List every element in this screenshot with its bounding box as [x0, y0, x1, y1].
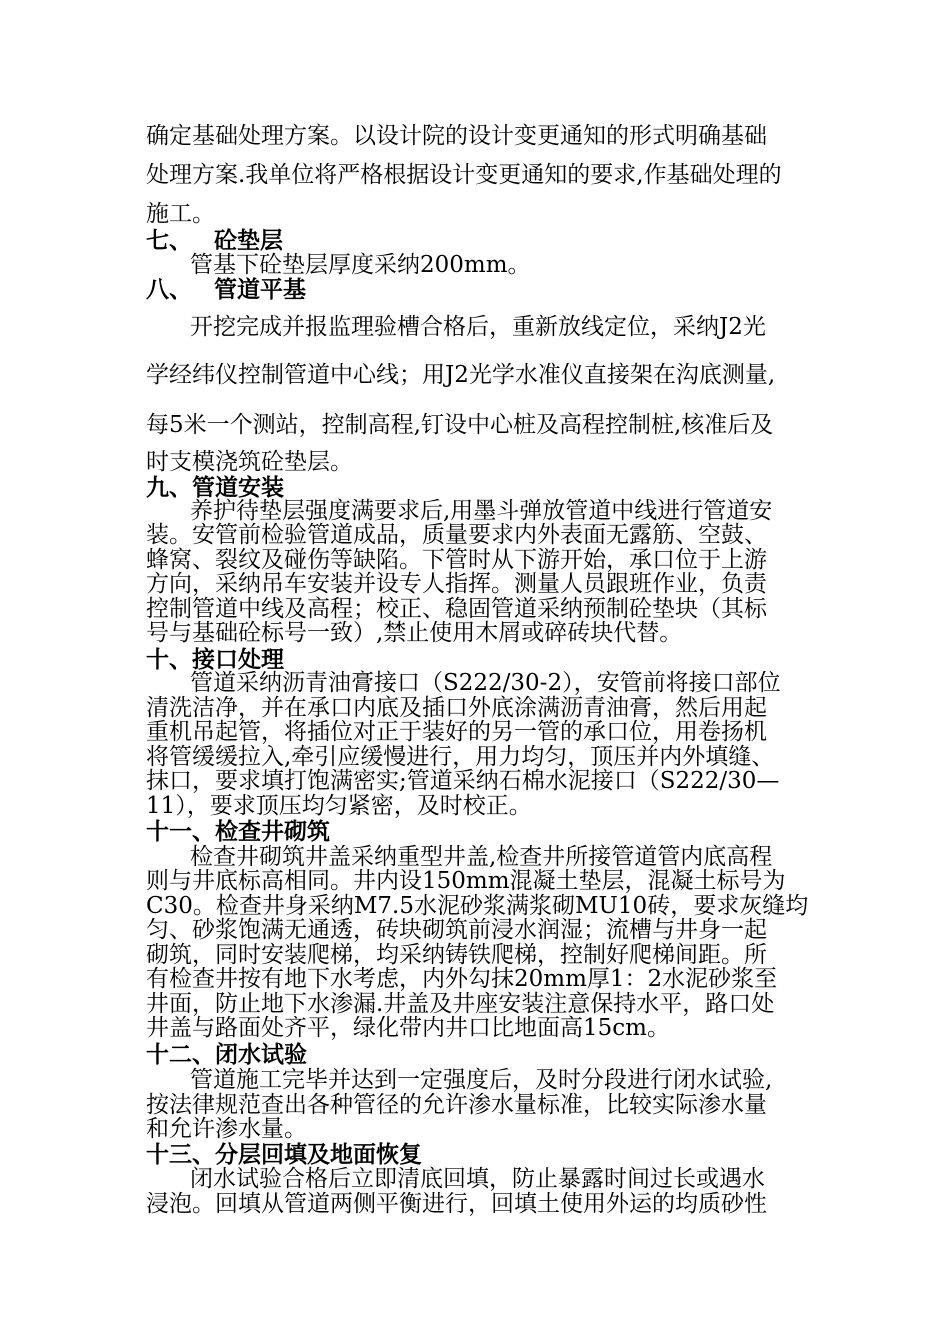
paragraph-line: 号与基础砼标号一致）,禁止使用木屑或碎砖块代替。: [146, 620, 683, 646]
section-number: 十三、: [146, 1142, 215, 1168]
paragraph-line: 管道施工完毕并达到一定强度后，及时分段进行闭水试验,: [190, 1067, 773, 1093]
section-heading: [146, 1044, 808, 1067]
section-number: 九、: [146, 475, 192, 501]
section-number: 七、: [146, 228, 192, 254]
section-number: 十一、: [146, 819, 215, 845]
paragraph-line: 时支模浇筑砼垫层。: [146, 449, 353, 475]
paragraph-line: 方向，采纳吊车安装并设专人指挥。测量人员跟班作业，负责: [146, 571, 767, 597]
paragraph-line: 处理方案.我单位将严格根据设计变更通知的要求,作基础处理的: [146, 162, 782, 188]
paragraph-line: 砌筑，同时安装爬梯，均采纳铸铁爬梯，控制好爬梯间距。所: [146, 942, 767, 968]
paragraph-line: 控制管道中线及高程；校正、稳固管道采纳预制砼垫块（其标: [146, 596, 767, 622]
section-title: 分层回填及地面恢复: [215, 1142, 422, 1168]
paragraph-line: 抹口，要求填打饱满密实;管道采纳石棉水泥接口（S222/30—: [146, 768, 780, 794]
section-title: 检查井砌筑: [215, 819, 330, 845]
section-heading: [146, 1144, 808, 1167]
section-title: 接口处理: [192, 647, 284, 673]
section-number: 八、: [146, 277, 192, 303]
paragraph-line: 则与井底标高相同。井内设150mm混凝土垫层，混凝土标号为: [146, 868, 786, 894]
paragraph-line: 井面，防止地下水渗漏.井盖及井座安装注意保持水平，路口处: [146, 991, 775, 1017]
paragraph-line: 学经纬仪控制管道中心线；用J2光学水准仪直接架在沟底测量,: [146, 362, 776, 388]
paragraph-line: 闭水试验合格后立即清底回填，防止暴露时间过长或遇水: [190, 1166, 765, 1192]
section-heading: [146, 230, 808, 253]
paragraph-line: 装。安管前检验管道成品，质量要求内外表面无露筋、空鼓、: [146, 522, 767, 548]
section-heading: [146, 649, 808, 672]
paragraph-line: 浸泡。回填从管道两侧平衡进行，回填土使用外运的均质砂性: [146, 1191, 767, 1217]
paragraph-line: 和允许渗水量。: [146, 1116, 307, 1142]
section-heading: [146, 279, 808, 302]
section-number: 十、: [146, 647, 192, 673]
paragraph-line: 匀、砂浆饱满无通透，砖块砌筑前浸水润湿；流槽与井身一起: [146, 917, 767, 943]
section-title: 砼垫层: [214, 228, 283, 254]
paragraph-line: 11），要求顶压均匀紧密，及时校正。: [146, 793, 532, 819]
section-title: 闭水试验: [215, 1042, 307, 1068]
section-heading: [146, 821, 808, 844]
paragraph-line: 管基下砼垫层厚度采纳200mm。: [190, 252, 531, 278]
section-title: 管道安装: [192, 475, 284, 501]
paragraph-line: 重机吊起管，将插位对正于装好的另一管的承口位，用卷扬机: [146, 719, 767, 745]
paragraph-line: 开挖完成并报监理验槽合格后，重新放线定位，采纳J2光: [190, 314, 766, 340]
paragraph-line: 将管缓缓拉入,牵引应缓慢进行，用力均匀，顶压并内外填缝、: [146, 744, 775, 770]
section-title: 管道平基: [214, 277, 306, 303]
paragraph-line: 井盖与路面处齐平，绿化带内井口比地面高15cm。: [146, 1015, 670, 1041]
paragraph-line: 养护待垫层强度满要求后,用墨斗弹放管道中线进行管道安: [190, 498, 773, 524]
paragraph-line: 清洗洁净，并在承口内底及插口外底涂满沥青油膏，然后用起: [146, 695, 767, 721]
paragraph-line: 检查井砌筑井盖采纳重型井盖,检查井所接管道管内底高程: [190, 844, 773, 870]
paragraph-line: 管道采纳沥青油膏接口（S222/30-2），安管前将接口部位: [190, 670, 781, 696]
paragraph-line: C30。检查井身采纳M7.5水泥砂浆满浆砌MU10砖，要求灰缝均: [146, 893, 809, 919]
paragraph-line: 确定基础处理方案。以设计院的设计变更通知的形式明确基础: [146, 123, 767, 149]
paragraph-line: 蜂窝、裂纹及碰伤等缺陷。下管时从下游开始，承口位于上游: [146, 547, 767, 573]
paragraph-line: 施工。: [146, 201, 215, 227]
paragraph-line: 按法律规范查出各种管径的允许渗水量标准，比较实际渗水量: [146, 1092, 767, 1118]
paragraph-line: 每5米一个测站，控制高程,钉设中心桩及高程控制桩,核准后及: [146, 412, 774, 438]
section-number: 十二、: [146, 1042, 215, 1068]
section-heading: [146, 477, 808, 500]
paragraph-line: 有检查井按有地下水考虑，内外勾抹20mm厚1：2水泥砂浆至: [146, 966, 778, 992]
